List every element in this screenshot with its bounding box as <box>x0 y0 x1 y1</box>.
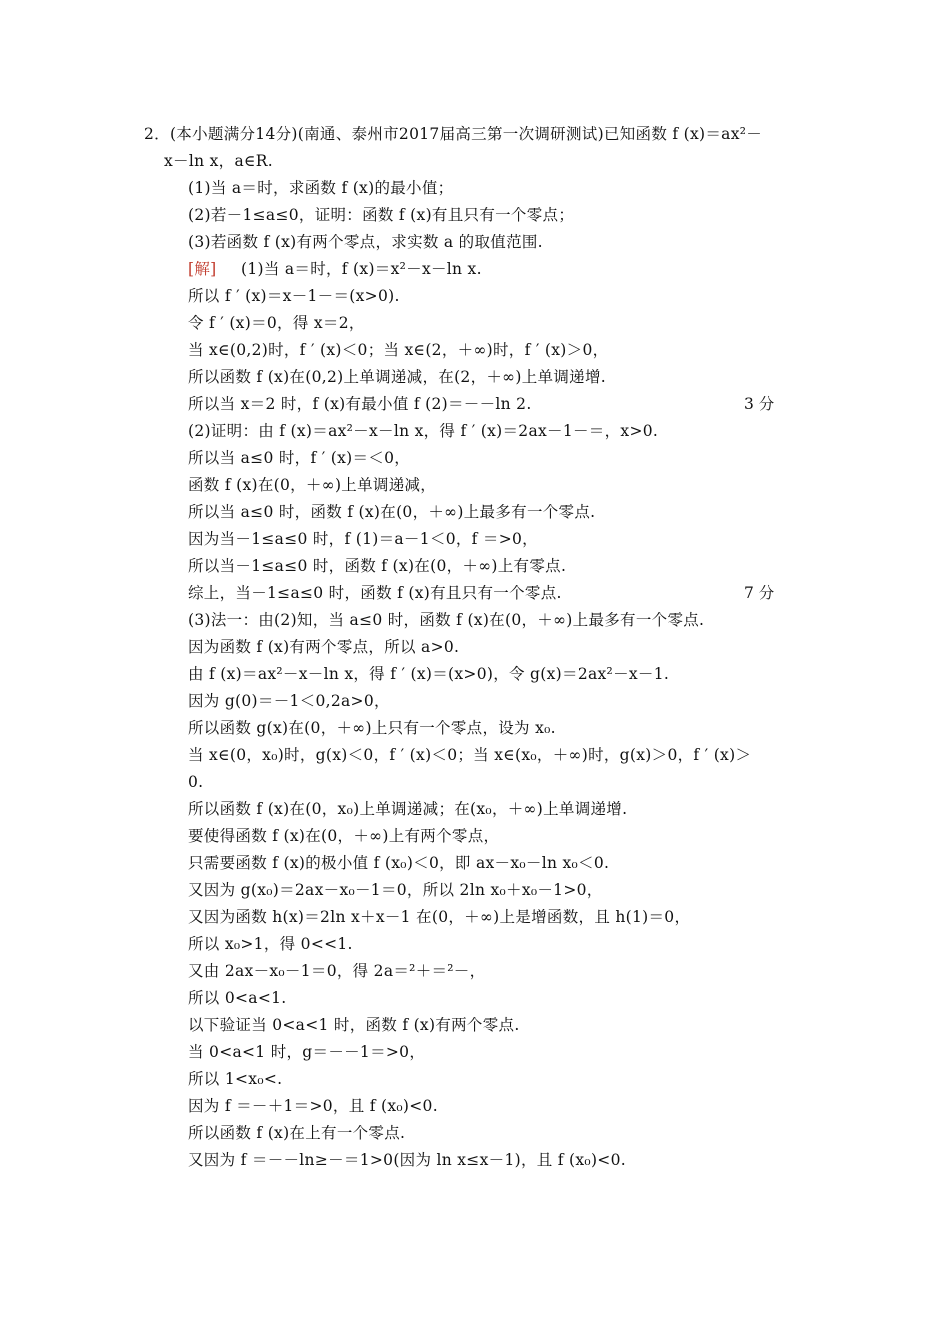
solution-line: 综上，当－1≤a≤0 时，函数 f (x)有且只有一个零点. <box>188 584 562 602</box>
solution-line: 要使得函数 f (x)在(0，＋∞)上有两个零点， <box>188 827 500 845</box>
solution-line: 因为 g(0)＝－1＜0,2a>0， <box>188 692 390 710</box>
solution-line: 只需要函数 f (x)的极小值 f (x₀)＜0，即 ax－x₀－ln x₀＜0. <box>188 854 610 872</box>
problem-header-line-1: 2．(本小题满分14分)(南通、泰州市2017届高三第一次调研测试)已知函数 f (x)＝ax²－ <box>144 125 763 143</box>
solution-line: 所以当 a≤0 时，f ′ (x)＝＜0， <box>188 449 411 467</box>
score-mark: 3 分 <box>744 395 775 413</box>
question-3: (3)若函数 f (x)有两个零点，求实数 a 的取值范围. <box>188 233 543 251</box>
solution-line: 当 x∈(0，x₀)时，g(x)＜0，f ′ (x)＜0；当 x∈(x₀，＋∞)时，g(x)＞0，f ′ (x)＞ <box>188 746 752 764</box>
solution-line: 当 x∈(0,2)时，f ′ (x)＜0；当 x∈(2，＋∞)时，f ′ (x)＞0， <box>188 341 609 359</box>
problem-header-line-2: x－ln x，a∈R. <box>164 152 273 170</box>
solution-line: 所以 f ′ (x)＝x－1－＝(x>0). <box>188 287 400 305</box>
solution-line: 由 f (x)＝ax²－x－ln x，得 f ′ (x)＝(x>0)，令 g(x)＝2ax²－x－1. <box>188 665 670 683</box>
solution-line: 0. <box>188 773 204 791</box>
solution-line: 所以函数 f (x)在(0，x₀)上单调递减；在(x₀，＋∞)上单调递增. <box>188 800 628 818</box>
solution-line: 因为 f ＝－＋1＝>0，且 f (x₀)<0. <box>188 1097 438 1115</box>
solution-line: 所以当 x＝2 时，f (x)有最小值 f (2)＝－－ln 2. <box>188 395 532 413</box>
solution-line: 当 0<a<1 时，g＝－－1＝>0， <box>188 1043 426 1061</box>
solution-line: 又因为 g(x₀)＝2ax－x₀－1＝0，所以 2ln x₀＋x₀－1>0， <box>188 881 603 899</box>
solution-line: 又因为 f ＝－－ln≥－＝1>0(因为 ln x≤x－1)，且 f (x₀)<0. <box>188 1151 626 1169</box>
solution-line: 所以函数 f (x)在(0,2)上单调递减，在(2，＋∞)上单调递增. <box>188 368 606 386</box>
solution-line: 所以函数 g(x)在(0，＋∞)上只有一个零点，设为 x₀. <box>188 719 556 737</box>
score-mark: 7 分 <box>744 584 775 602</box>
solution-line <box>188 259 482 279</box>
solution-line: 因为函数 f (x)有两个零点，所以 a>0. <box>188 638 460 656</box>
question-2: (2)若－1≤a≤0，证明：函数 f (x)有且只有一个零点； <box>188 206 575 224</box>
solution-line: (3)法一：由(2)知，当 a≤0 时，函数 f (x)在(0，＋∞)上最多有一个零点. <box>188 611 705 629</box>
solution-line: 令 f ′ (x)＝0，得 x＝2， <box>188 314 365 332</box>
solution-line: 所以 0<a<1. <box>188 989 287 1007</box>
solution-label: [解] <box>188 260 217 278</box>
solution-line: 所以 x₀>1，得 0<<1. <box>188 935 353 953</box>
solution-line: 所以当－1≤a≤0 时，函数 f (x)在(0，＋∞)上有零点. <box>188 557 567 575</box>
solution-line: 函数 f (x)在(0，＋∞)上单调递减， <box>188 476 437 494</box>
solution-line: 所以当 a≤0 时，函数 f (x)在(0，＋∞)上最多有一个零点. <box>188 503 596 521</box>
solution-text: (1)当 a＝时，f (x)＝x²－x－ln x. <box>240 260 482 278</box>
solution-line: 所以函数 f (x)在上有一个零点. <box>188 1124 406 1142</box>
question-1: (1)当 a＝时，求函数 f (x)的最小值； <box>188 179 454 197</box>
solution-line: 又由 2ax－x₀－1＝0，得 2a＝²＋＝²－， <box>188 962 486 980</box>
solution-line: 以下验证当 0<a<1 时，函数 f (x)有两个零点. <box>188 1016 520 1034</box>
solution-line: 因为当－1≤a≤0 时，f (1)＝a－1＜0，f ＝>0， <box>188 530 538 548</box>
solution-line: 所以 1<x₀<. <box>188 1070 283 1088</box>
solution-line: (2)证明：由 f (x)＝ax²－x－ln x，得 f ′ (x)＝2ax－1－＝，x>0. <box>188 422 659 440</box>
solution-line: 又因为函数 h(x)＝2ln x＋x－1 在(0，＋∞)上是增函数，且 h(1)＝0， <box>188 908 691 926</box>
